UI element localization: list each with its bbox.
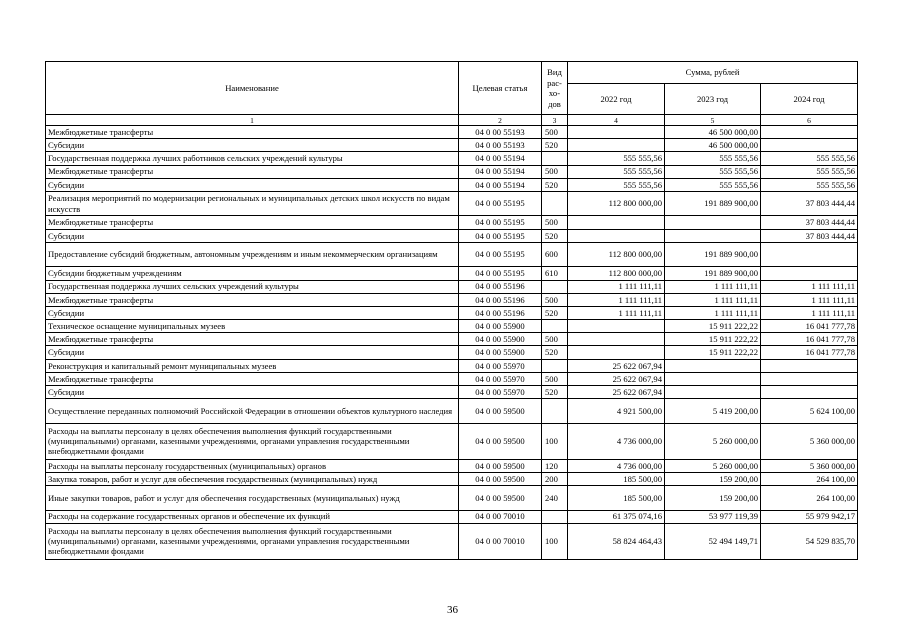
row-sum-2022-cell: 112 800 000,00: [568, 267, 665, 280]
row-expense-kind-cell: 120: [542, 459, 568, 472]
row-sum-2024-cell: 555 555,56: [761, 165, 858, 178]
row-sum-2022-cell: [568, 320, 665, 333]
row-target-article-cell: 04 0 00 59500: [459, 459, 542, 472]
row-name-cell: Субсидии: [46, 306, 459, 319]
row-target-article-cell: 04 0 00 55195: [459, 229, 542, 242]
table-row: [46, 242, 858, 267]
row-name-cell: Иные закупки товаров, работ и услуг для обеспечения государственных (муниципальных) нужд: [46, 486, 459, 511]
table-row: [46, 267, 858, 280]
row-name-cell: Расходы на содержание государственных органов и обеспечение их функций: [46, 510, 459, 523]
table-row: [46, 126, 858, 139]
row-target-article-cell: 04 0 00 55970: [459, 372, 542, 385]
row-sum-2023-cell: 5 419 200,00: [665, 399, 761, 424]
row-sum-2024-cell: [761, 139, 858, 152]
row-expense-kind-cell: 500: [542, 333, 568, 346]
row-sum-2023-cell: 555 555,56: [665, 152, 761, 165]
row-sum-2023-cell: 1 111 111,11: [665, 306, 761, 319]
row-name-cell: Расходы на выплаты персоналу в целях обеспечения выполнения функций государственными (муниципальными) органами, казенными учреждениями, органами управления государственными внебюджетными фондами: [46, 423, 459, 459]
column-number: 5: [665, 115, 761, 126]
row-name-cell: Межбюджетные трансферты: [46, 216, 459, 229]
header-year-2022: 2022 год: [568, 84, 665, 115]
row-sum-2024-cell: [761, 372, 858, 385]
row-name-cell: Осуществление переданных полномочий Российской Федерации в отношении объектов культурного наследия: [46, 399, 459, 424]
row-name-cell: Субсидии: [46, 346, 459, 359]
table-row: [46, 229, 858, 242]
table-row: [46, 333, 858, 346]
row-sum-2022-cell: [568, 229, 665, 242]
table-row: [46, 359, 858, 372]
row-sum-2024-cell: 264 100,00: [761, 472, 858, 485]
row-expense-kind-cell: 520: [542, 178, 568, 191]
row-expense-kind-cell: 520: [542, 306, 568, 319]
row-name-cell: Субсидии: [46, 386, 459, 399]
table-row: [46, 306, 858, 319]
row-sum-2022-cell: 112 800 000,00: [568, 191, 665, 216]
row-expense-kind-cell: 500: [542, 293, 568, 306]
row-name-cell: Межбюджетные трансферты: [46, 372, 459, 385]
header-sum: Сумма, рублей: [568, 62, 858, 84]
row-sum-2024-cell: 1 111 111,11: [761, 306, 858, 319]
row-sum-2024-cell: 264 100,00: [761, 486, 858, 511]
row-sum-2024-cell: [761, 386, 858, 399]
row-target-article-cell: 04 0 00 59500: [459, 399, 542, 424]
row-sum-2022-cell: 1 111 111,11: [568, 293, 665, 306]
row-target-article-cell: 04 0 00 70010: [459, 510, 542, 523]
row-sum-2023-cell: [665, 359, 761, 372]
row-target-article-cell: 04 0 00 55195: [459, 216, 542, 229]
row-target-article-cell: 04 0 00 55194: [459, 152, 542, 165]
row-name-cell: Субсидии: [46, 178, 459, 191]
row-sum-2022-cell: 112 800 000,00: [568, 242, 665, 267]
row-target-article-cell: 04 0 00 55196: [459, 306, 542, 319]
row-target-article-cell: 04 0 00 55900: [459, 333, 542, 346]
row-sum-2023-cell: [665, 386, 761, 399]
row-name-cell: Субсидии бюджетным учреждениям: [46, 267, 459, 280]
row-sum-2024-cell: [761, 242, 858, 267]
row-sum-2024-cell: 1 111 111,11: [761, 280, 858, 293]
row-sum-2024-cell: 5 624 100,00: [761, 399, 858, 424]
budget-table: [45, 61, 858, 560]
row-target-article-cell: 04 0 00 59500: [459, 472, 542, 485]
table-row: [46, 346, 858, 359]
row-target-article-cell: 04 0 00 55195: [459, 267, 542, 280]
row-target-article-cell: 04 0 00 55194: [459, 165, 542, 178]
table-row: [46, 320, 858, 333]
row-sum-2024-cell: 1 111 111,11: [761, 293, 858, 306]
row-name-cell: Межбюджетные трансферты: [46, 126, 459, 139]
table-row: [46, 178, 858, 191]
row-expense-kind-cell: 100: [542, 523, 568, 559]
row-name-cell: Субсидии: [46, 139, 459, 152]
row-sum-2023-cell: 1 111 111,11: [665, 293, 761, 306]
row-target-article-cell: 04 0 00 59500: [459, 423, 542, 459]
row-expense-kind-cell: [542, 280, 568, 293]
row-target-article-cell: 04 0 00 55195: [459, 191, 542, 216]
row-expense-kind-cell: [542, 510, 568, 523]
row-name-cell: Предоставление субсидий бюджетным, автономным учреждениям и иным некоммерческим организациям: [46, 242, 459, 267]
row-sum-2022-cell: [568, 216, 665, 229]
table-row: [46, 372, 858, 385]
row-name-cell: Государственная поддержка лучших работников сельских учреждений культуры: [46, 152, 459, 165]
row-expense-kind-cell: 200: [542, 472, 568, 485]
row-sum-2023-cell: [665, 229, 761, 242]
row-target-article-cell: 04 0 00 55196: [459, 280, 542, 293]
row-sum-2023-cell: 159 200,00: [665, 486, 761, 511]
table-row: [46, 139, 858, 152]
row-sum-2023-cell: 15 911 222,22: [665, 333, 761, 346]
row-sum-2024-cell: [761, 126, 858, 139]
header-target-article: Целевая статья: [459, 62, 542, 115]
table-row: [46, 165, 858, 178]
row-name-cell: Закупка товаров, работ и услуг для обеспечения государственных (муниципальных) нужд: [46, 472, 459, 485]
table-body: [46, 126, 858, 560]
row-name-cell: Межбюджетные трансферты: [46, 165, 459, 178]
header-year-2024: 2024 год: [761, 84, 858, 115]
row-sum-2023-cell: 191 889 900,00: [665, 267, 761, 280]
row-target-article-cell: 04 0 00 55195: [459, 242, 542, 267]
header-expense-kind: Вид рас-хо-дов: [542, 62, 568, 115]
row-sum-2024-cell: 54 529 835,70: [761, 523, 858, 559]
row-expense-kind-cell: 100: [542, 423, 568, 459]
row-sum-2023-cell: [665, 372, 761, 385]
row-sum-2024-cell: 37 803 444,44: [761, 191, 858, 216]
row-name-cell: Реализация мероприятий по модернизации региональных и муниципальных детских школ искусств по видам искусств: [46, 191, 459, 216]
row-sum-2023-cell: 555 555,56: [665, 165, 761, 178]
row-target-article-cell: 04 0 00 55970: [459, 386, 542, 399]
row-expense-kind-cell: 520: [542, 346, 568, 359]
row-sum-2023-cell: 191 889 900,00: [665, 191, 761, 216]
row-sum-2023-cell: 5 260 000,00: [665, 459, 761, 472]
row-sum-2024-cell: 16 041 777,78: [761, 333, 858, 346]
row-expense-kind-cell: [542, 152, 568, 165]
row-sum-2024-cell: 37 803 444,44: [761, 229, 858, 242]
row-target-article-cell: 04 0 00 55193: [459, 126, 542, 139]
table-row: [46, 280, 858, 293]
table-row: [46, 386, 858, 399]
table-row: [46, 523, 858, 559]
row-target-article-cell: 04 0 00 55196: [459, 293, 542, 306]
row-sum-2024-cell: 555 555,56: [761, 152, 858, 165]
row-sum-2024-cell: [761, 359, 858, 372]
row-sum-2022-cell: 4 921 500,00: [568, 399, 665, 424]
row-expense-kind-cell: 500: [542, 165, 568, 178]
row-expense-kind-cell: 240: [542, 486, 568, 511]
row-target-article-cell: 04 0 00 55900: [459, 320, 542, 333]
page-number: 36: [447, 604, 458, 616]
row-sum-2023-cell: 1 111 111,11: [665, 280, 761, 293]
column-number: 6: [761, 115, 858, 126]
row-sum-2022-cell: 4 736 000,00: [568, 459, 665, 472]
row-expense-kind-cell: 610: [542, 267, 568, 280]
row-expense-kind-cell: 520: [542, 386, 568, 399]
column-number: 2: [459, 115, 542, 126]
table-row: [46, 152, 858, 165]
row-name-cell: Субсидии: [46, 229, 459, 242]
row-sum-2023-cell: 52 494 149,71: [665, 523, 761, 559]
table-row: [46, 293, 858, 306]
row-expense-kind-cell: [542, 359, 568, 372]
row-sum-2024-cell: 555 555,56: [761, 178, 858, 191]
row-sum-2024-cell: 37 803 444,44: [761, 216, 858, 229]
row-sum-2022-cell: 555 555,56: [568, 152, 665, 165]
table-row: [46, 191, 858, 216]
row-expense-kind-cell: [542, 320, 568, 333]
row-sum-2023-cell: 46 500 000,00: [665, 139, 761, 152]
row-expense-kind-cell: 500: [542, 372, 568, 385]
column-number: 1: [46, 115, 459, 126]
row-expense-kind-cell: 500: [542, 216, 568, 229]
row-sum-2022-cell: 185 500,00: [568, 486, 665, 511]
row-target-article-cell: 04 0 00 55970: [459, 359, 542, 372]
row-expense-kind-cell: 520: [542, 229, 568, 242]
row-sum-2022-cell: 185 500,00: [568, 472, 665, 485]
row-sum-2022-cell: 25 622 067,94: [568, 372, 665, 385]
row-sum-2024-cell: 5 360 000,00: [761, 459, 858, 472]
header-name: Наименование: [46, 62, 459, 115]
table-row: [46, 486, 858, 511]
row-target-article-cell: 04 0 00 55194: [459, 178, 542, 191]
row-target-article-cell: 04 0 00 70010: [459, 523, 542, 559]
row-name-cell: Расходы на выплаты персоналу в целях обеспечения выполнения функций государственными (муниципальными) органами, казенными учреждениями, органами управления государственными внебюджетными фондами: [46, 523, 459, 559]
row-sum-2023-cell: 159 200,00: [665, 472, 761, 485]
table-row: [46, 510, 858, 523]
row-sum-2022-cell: 555 555,56: [568, 178, 665, 191]
column-number: 3: [542, 115, 568, 126]
row-sum-2022-cell: 61 375 074,16: [568, 510, 665, 523]
row-sum-2023-cell: 555 555,56: [665, 178, 761, 191]
row-sum-2022-cell: [568, 139, 665, 152]
row-sum-2023-cell: 46 500 000,00: [665, 126, 761, 139]
row-sum-2022-cell: [568, 126, 665, 139]
row-expense-kind-cell: [542, 399, 568, 424]
row-sum-2023-cell: 5 260 000,00: [665, 423, 761, 459]
row-sum-2022-cell: 555 555,56: [568, 165, 665, 178]
row-sum-2023-cell: 15 911 222,22: [665, 346, 761, 359]
row-name-cell: Межбюджетные трансферты: [46, 293, 459, 306]
row-expense-kind-cell: [542, 191, 568, 216]
row-sum-2022-cell: [568, 346, 665, 359]
table-row: [46, 472, 858, 485]
row-sum-2023-cell: 191 889 900,00: [665, 242, 761, 267]
row-sum-2022-cell: 25 622 067,94: [568, 359, 665, 372]
row-name-cell: Расходы на выплаты персоналу государственных (муниципальных) органов: [46, 459, 459, 472]
row-sum-2024-cell: 16 041 777,78: [761, 346, 858, 359]
row-sum-2024-cell: 5 360 000,00: [761, 423, 858, 459]
row-sum-2022-cell: 25 622 067,94: [568, 386, 665, 399]
row-sum-2023-cell: 15 911 222,22: [665, 320, 761, 333]
row-sum-2022-cell: [568, 333, 665, 346]
row-target-article-cell: 04 0 00 55900: [459, 346, 542, 359]
row-target-article-cell: 04 0 00 55193: [459, 139, 542, 152]
column-number: 4: [568, 115, 665, 126]
row-expense-kind-cell: 500: [542, 126, 568, 139]
row-sum-2024-cell: [761, 267, 858, 280]
row-sum-2024-cell: 55 979 942,17: [761, 510, 858, 523]
row-sum-2023-cell: 53 977 119,39: [665, 510, 761, 523]
row-name-cell: Межбюджетные трансферты: [46, 333, 459, 346]
row-sum-2023-cell: [665, 216, 761, 229]
row-sum-2024-cell: 16 041 777,78: [761, 320, 858, 333]
table-row: [46, 423, 858, 459]
table-row: [46, 399, 858, 424]
row-target-article-cell: 04 0 00 59500: [459, 486, 542, 511]
row-expense-kind-cell: 600: [542, 242, 568, 267]
row-name-cell: Техническое оснащение муниципальных музеев: [46, 320, 459, 333]
row-sum-2022-cell: 1 111 111,11: [568, 280, 665, 293]
row-sum-2022-cell: 4 736 000,00: [568, 423, 665, 459]
budget-table-container: [45, 61, 857, 560]
row-name-cell: Реконструкция и капитальный ремонт муниципальных музеев: [46, 359, 459, 372]
table-row: [46, 216, 858, 229]
row-sum-2022-cell: 1 111 111,11: [568, 306, 665, 319]
header-year-2023: 2023 год: [665, 84, 761, 115]
row-sum-2022-cell: 58 824 464,43: [568, 523, 665, 559]
table-row: [46, 459, 858, 472]
row-expense-kind-cell: 520: [542, 139, 568, 152]
row-name-cell: Государственная поддержка лучших сельских учреждений культуры: [46, 280, 459, 293]
